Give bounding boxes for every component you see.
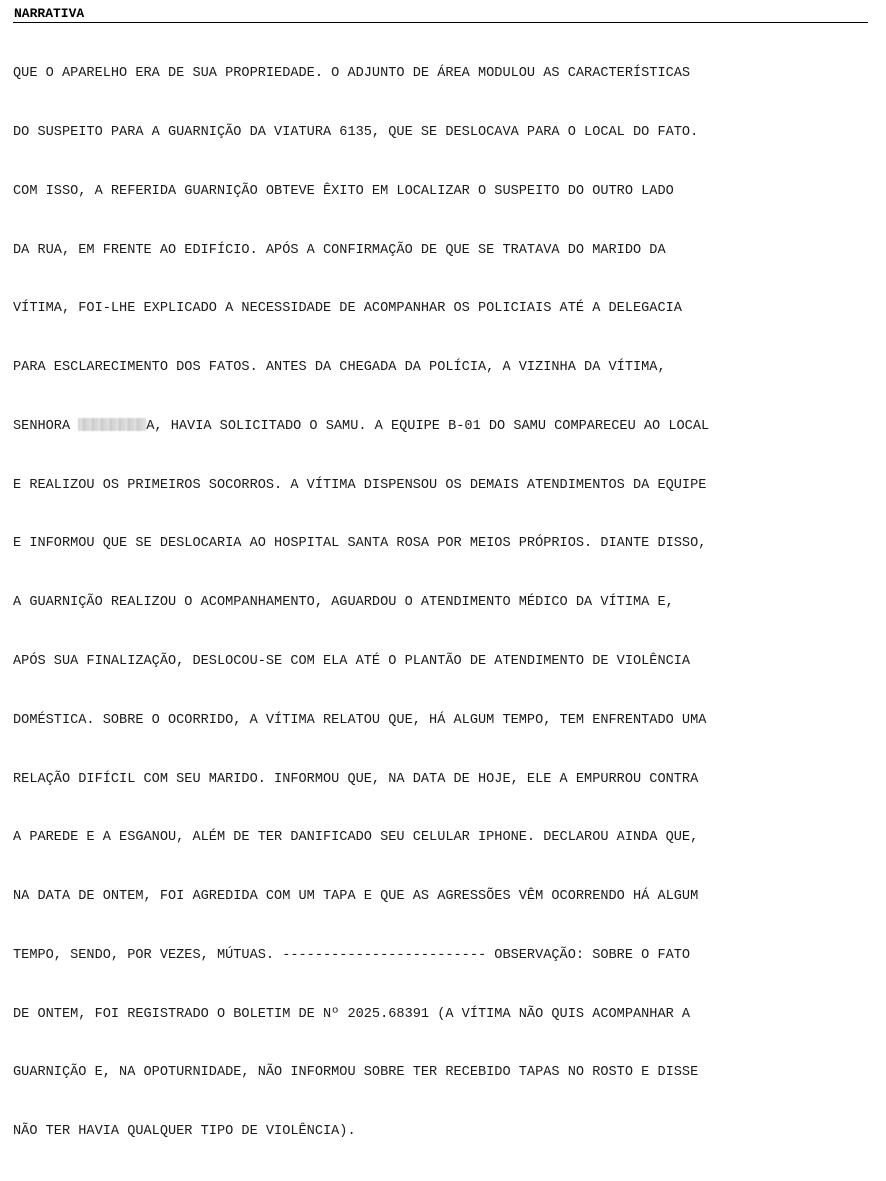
narrative-line: APÓS SUA FINALIZAÇÃO, DESLOCOU-SE COM ELA ATÉ O PLANTÃO DE ATENDIMENTO DE VIOLÊNCIA [13, 654, 691, 669]
narrative-text [13, 25, 868, 1181]
narrative-line: NÃO TER HAVIA QUALQUER TIPO DE VIOLÊNCIA). [13, 1124, 356, 1140]
redacted-name-block [78, 418, 146, 431]
narrative-line-redacted [13, 417, 868, 437]
narrative-line: QUE O APARELHO ERA DE SUA PROPRIEDADE. O ADJUNTO DE ÁREA MODULOU AS CARACTERÍSTICAS [13, 66, 691, 82]
narrative-line: E INFORMOU QUE SE DESLOCARIA AO HOSPITAL SANTA ROSA POR MEIOS PRÓPRIOS. DIANTE DISSO, [13, 536, 707, 552]
narrative-line: COM ISSO, A REFERIDA GUARNIÇÃO OBTEVE ÊXITO EM LOCALIZAR O SUSPEITO DO OUTRO LADO [13, 183, 674, 199]
redacted-line-prefix: SENHORA [13, 418, 79, 434]
narrative-line: PARA ESCLARECIMENTO DOS FATOS. ANTES DA CHEGADA DA POLÍCIA, A VIZINHA DA VÍTIMA, [13, 360, 666, 376]
narrative-line: TEMPO, SENDO, POR VEZES, MÚTUAS. ------------------------- OBSERVAÇÃO: SOBRE O FATO [13, 947, 691, 963]
narrative-line: A PAREDE E A ESGANOU, ALÉM DE TER DANIFICADO SEU CELULAR IPHONE. DECLAROU AINDA QUE, [13, 830, 699, 846]
narrative-line: VÍTIMA, FOI-LHE EXPLICADO A NECESSIDADE DE ACOMPANHAR OS POLICIAIS ATÉ A DELEGACIA [13, 301, 682, 317]
narrative-line: E REALIZOU OS PRIMEIROS SOCORROS. A VÍTIMA DISPENSOU OS DEMAIS ATENDIMENTOS DA EQUIPE [13, 477, 707, 493]
redacted-line-suffix: A, HAVIA SOLICITADO O SAMU. A EQUIPE B-01 DO SAMU COMPARECEU AO LOCAL [146, 418, 710, 434]
document [13, 6, 868, 1181]
narrative-line: DE ONTEM, FOI REGISTRADO O BOLETIM DE Nº 2025.68391 (A VÍTIMA NÃO QUIS ACOMPANHAR A [13, 1006, 691, 1022]
narrative-line: GUARNIÇÃO E, NA OPOTURNIDADE, NÃO INFORMOU SOBRE TER RECEBIDO TAPAS NO ROSTO E DISSE [13, 1065, 699, 1081]
narrative-line: RELAÇÃO DIFÍCIL COM SEU MARIDO. INFORMOU QUE, NA DATA DE HOJE, ELE A EMPURROU CONTRA [13, 771, 699, 787]
narrative-line: DO SUSPEITO PARA A GUARNIÇÃO DA VIATURA 6135, QUE SE DESLOCAVA PARA O LOCAL DO FATO. [13, 124, 699, 140]
narrative-line: DOMÉSTICA. SOBRE O OCORRIDO, A VÍTIMA RELATOU QUE, HÁ ALGUM TEMPO, TEM ENFRENTADO UMA [13, 712, 707, 728]
narrative-line: A GUARNIÇÃO REALIZOU O ACOMPANHAMENTO, AGUARDOU O ATENDIMENTO MÉDICO DA VÍTIMA E, [13, 595, 674, 611]
narrative-line: NA DATA DE ONTEM, FOI AGREDIDA COM UM TAPA E QUE AS AGRESSÕES VÊM OCORRENDO HÁ ALGUM [13, 889, 699, 905]
section-title: NARRATIVA [13, 6, 868, 23]
narrative-line: DA RUA, EM FRENTE AO EDIFÍCIO. APÓS A CONFIRMAÇÃO DE QUE SE TRATAVA DO MARIDO DA [13, 242, 666, 258]
